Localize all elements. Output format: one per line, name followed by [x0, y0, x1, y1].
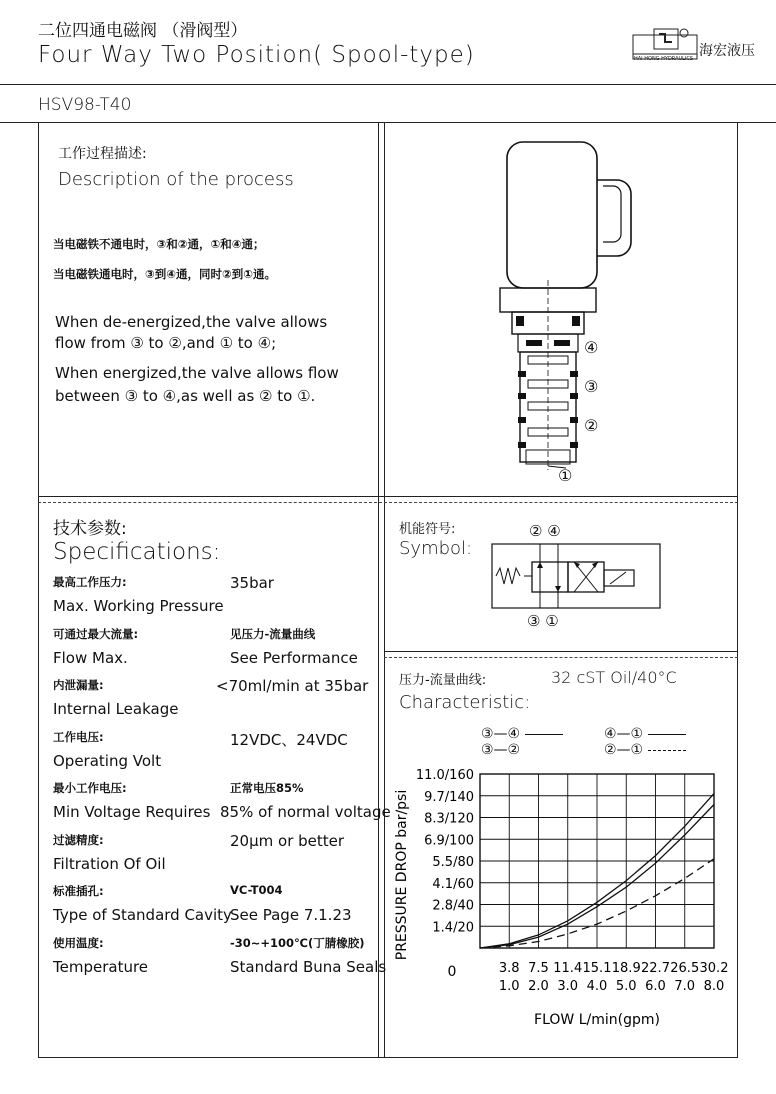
spec-value-cn: 正常电压85% — [230, 781, 304, 795]
x-tick-label: 3.8 — [498, 961, 520, 976]
spec-label-cn: 最小工作电压: — [53, 781, 127, 795]
title-cn: 二位四通电磁阀 （滑阀型） — [38, 21, 248, 41]
process-title-cn: 工作过程描述: — [58, 146, 147, 162]
spec-value: <70ml/min at 35bar — [216, 677, 369, 695]
spec-label-cn: 内泄漏量: — [53, 678, 104, 692]
legend-c-label: ③—② — [481, 742, 521, 758]
header-rule — [0, 84, 776, 85]
center-rule-a — [378, 122, 379, 1058]
x-tick-label: 22.7 — [641, 961, 670, 976]
spec-value: 20μm or better — [230, 831, 345, 850]
specs-title-en: Specifications: — [53, 539, 221, 565]
specs-title-cn: 技术参数: — [53, 519, 127, 539]
process-desc-en-2a: When energized,the valve allows flow — [55, 364, 339, 382]
legend-d-label: ②—① — [604, 742, 644, 758]
x-tick-label-gpm: 6.0 — [645, 979, 666, 994]
company-logo — [632, 26, 758, 66]
symbol-top-ports: ② ④ — [529, 522, 561, 540]
x-tick-label: 15.1 — [582, 961, 612, 976]
process-desc-en-2b: between ③ to ④,as well as ② to ①. — [55, 387, 316, 405]
x-tick-label: 26.5 — [670, 961, 700, 976]
section-rule-b — [38, 502, 738, 503]
process-desc-en-1b: flow from ③ to ②,and ① to ④; — [55, 334, 277, 352]
x-tick-label: 30.2 — [699, 961, 729, 976]
spec-label-en: Operating Volt — [53, 751, 162, 770]
x-tick-label-gpm: 4.0 — [586, 979, 608, 994]
x-tick-label: 7.5 — [528, 961, 549, 976]
y-tick-label: 9.7/140 — [424, 789, 474, 805]
symbol-title-cn: 机能符号: — [399, 522, 456, 537]
spec-value: See Page 7.1.23 — [230, 906, 352, 924]
spec-value-cn: -30~+100℃(丁腈橡胶) — [230, 935, 365, 950]
port-3-label: ③ — [584, 377, 599, 396]
x-axis-label: FLOW L/min(gpm) — [534, 1012, 660, 1028]
title-en: Four Way Two Position( Spool-type) — [38, 42, 475, 68]
model-number: HSV98-T40 — [38, 95, 132, 115]
frame-right — [737, 122, 738, 1058]
spec-value-cn: 见压力-流量曲线 — [230, 626, 316, 641]
x-tick-label: 11.4 — [553, 961, 583, 976]
y-axis-label: PRESSURE DROP bar/psi — [394, 789, 410, 961]
x-tick-label-gpm: 8.0 — [703, 979, 725, 994]
hydraulic-symbol — [488, 540, 664, 612]
x-tick-label-gpm: 3.0 — [557, 979, 579, 994]
section-rule-a — [38, 496, 738, 497]
symbol-title-en: Symbol: — [399, 538, 473, 559]
legend-a — [481, 726, 563, 742]
spec-value: See Performance — [230, 648, 358, 667]
legend-a-label: ③—④ — [481, 726, 521, 742]
spec-label-cn: 过滤精度: — [53, 832, 104, 847]
legend-d — [604, 742, 686, 758]
x-tick-label: 18.9 — [611, 961, 641, 976]
x-tick-label-gpm: 2.0 — [528, 979, 549, 994]
origin-label: 0 — [447, 964, 457, 980]
spec-label-en: Max. Working Pressure — [53, 597, 224, 615]
port-1-label: ① — [558, 466, 573, 485]
chart-rule-a — [384, 651, 738, 652]
port-4-label: ④ — [584, 338, 599, 357]
spec-value-cn: VC-T004 — [230, 883, 283, 897]
y-tick-label: 11.0/160 — [415, 768, 474, 783]
spec-label-en: Temperature — [53, 957, 149, 976]
pressure-flow-chart — [388, 760, 734, 1040]
process-desc-cn-2: 当电磁铁通电时，③到④通，同时②到①通。 — [53, 267, 276, 281]
spec-label-en: Internal Leakage — [53, 700, 179, 718]
spec-label-cn: 最高工作压力: — [53, 575, 127, 589]
x-tick-label-gpm: 5.0 — [615, 979, 637, 994]
legend-c — [481, 742, 520, 758]
chart-condition: 32 cST Oil/40°C — [551, 668, 677, 687]
process-title-en: Description of the process — [58, 169, 294, 190]
spec-value: 35bar — [230, 574, 274, 592]
x-tick-label-gpm: 7.0 — [674, 979, 696, 994]
port-2-label: ② — [584, 416, 599, 435]
logo-cn: 海宏液压 — [699, 43, 755, 59]
model-rule — [0, 122, 776, 123]
spec-label-cn: 标准插孔: — [53, 884, 104, 898]
spec-value: 85% of normal voltage — [220, 803, 391, 821]
spec-label-cn: 工作电压: — [53, 729, 104, 744]
y-tick-label: 5.5/80 — [432, 855, 474, 870]
x-tick-label-gpm: 1.0 — [498, 979, 520, 994]
y-tick-label: 6.9/100 — [424, 833, 474, 849]
spec-value: 12VDC、24VDC — [230, 730, 348, 749]
chart-title-cn: 压力-流量曲线: — [399, 673, 487, 688]
center-rule-b — [384, 122, 385, 1058]
process-desc-en-1a: When de-energized,the valve allows — [55, 313, 328, 331]
spec-value: Standard Buna Seals — [230, 957, 387, 976]
spec-label-en: Type of Standard Cavity — [53, 906, 232, 924]
chart-rule-b — [384, 657, 738, 658]
y-tick-label: 8.3/120 — [424, 811, 474, 827]
y-tick-label: 2.8/40 — [432, 898, 474, 914]
frame-left — [38, 122, 39, 1058]
y-tick-label: 1.4/20 — [432, 920, 474, 936]
symbol-bottom-ports: ③ ① — [527, 612, 559, 630]
spec-label-en: Min Voltage Requires — [53, 803, 211, 821]
valve-drawing — [480, 130, 680, 490]
legend-b — [604, 726, 686, 742]
y-tick-label: 4.1/60 — [432, 876, 474, 892]
spec-label-cn: 可通过最大流量: — [53, 626, 139, 641]
spec-label-en: Filtration Of Oil — [53, 854, 166, 873]
spec-label-en: Flow Max. — [53, 648, 128, 667]
frame-bottom — [38, 1057, 738, 1058]
process-desc-cn-1: 当电磁铁不通电时，③和②通，①和④通； — [53, 237, 265, 251]
chart-title-en: Characteristic: — [399, 692, 531, 713]
legend-b-label: ④—① — [604, 726, 644, 742]
spec-label-cn: 使用温度: — [53, 935, 104, 950]
logo-text: HAI HONG HYDRAULICS — [634, 56, 694, 62]
